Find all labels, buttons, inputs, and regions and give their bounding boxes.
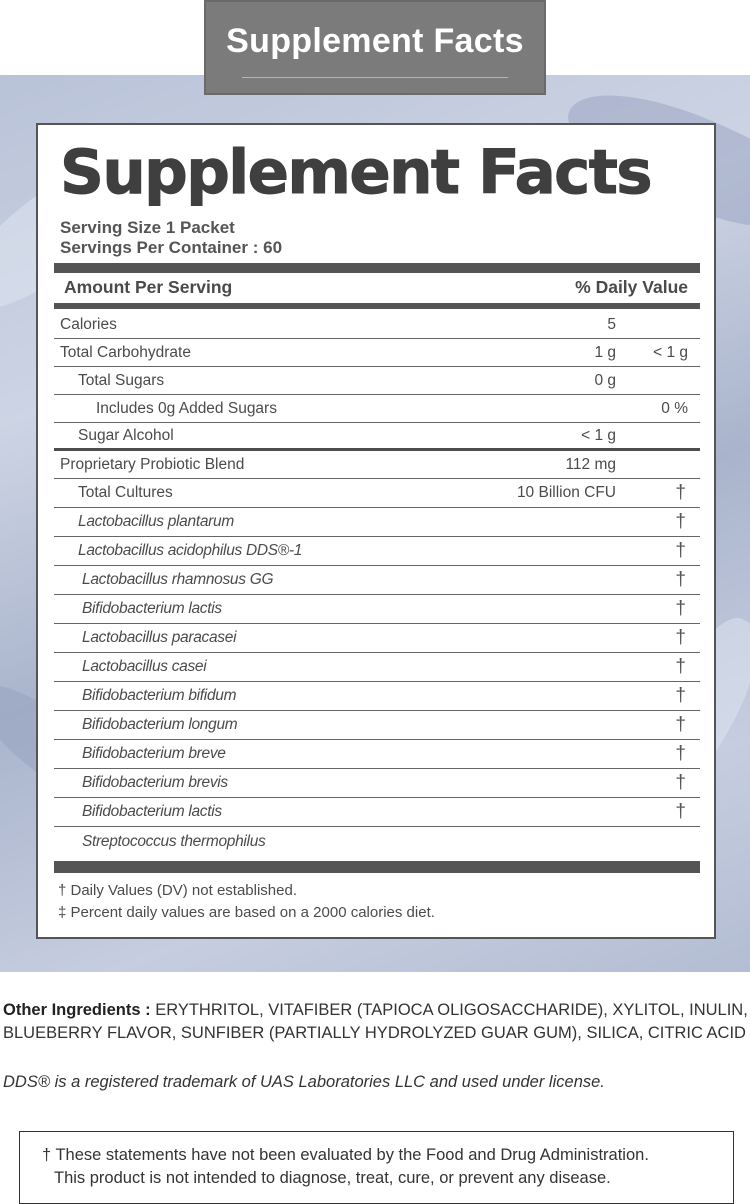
fda-disclaimer-box (19, 1131, 734, 1204)
disclaimer-line-1: † These statements have not been evaluated by the Food and Drug Administration. (42, 1146, 649, 1164)
dagger-mark: † (675, 714, 686, 735)
culture-name: Bifidobacterium lactis (82, 600, 222, 617)
nutrient-label: Total Carbohydrate (60, 343, 191, 361)
supplement-facts-panel (36, 123, 716, 939)
nutrient-amount: 0 g (594, 371, 616, 389)
dagger-mark: † (675, 540, 686, 561)
culture-name: Bifidobacterium lactis (82, 803, 222, 820)
culture-row (54, 740, 700, 769)
nutrient-row-total-sugars (54, 367, 700, 395)
nutrient-label: Total Sugars (78, 371, 165, 389)
blend-row (54, 451, 700, 479)
culture-name: Bifidobacterium bifidum (82, 687, 237, 704)
dagger-mark: † (675, 482, 686, 503)
trademark-notice: DDS® is a registered trademark of UAS Laboratories LLC and used under license. (3, 1073, 605, 1091)
banner-title: Supplement Facts (226, 22, 524, 60)
culture-row (54, 827, 700, 856)
culture-row (54, 508, 700, 537)
nutrient-label: Includes 0g Added Sugars (96, 399, 277, 417)
footnote-percent-basis: ‡ Percent daily values are based on a 2000 calories diet. (58, 904, 435, 921)
culture-name: Lactobacillus casei (82, 658, 207, 675)
nutrient-amount: 5 (607, 315, 616, 333)
culture-row (54, 537, 700, 566)
banner-divider (242, 77, 508, 78)
header-banner (204, 0, 546, 95)
culture-name: Bifidobacterium brevis (82, 774, 228, 791)
bottom-thick-divider (54, 861, 700, 873)
nutrient-dv: < 1 g (653, 343, 688, 361)
nutrient-label: Calories (60, 315, 117, 333)
footnote-dv-not-established: † Daily Values (DV) not established. (58, 882, 298, 899)
nutrient-row-carbohydrate (54, 339, 700, 367)
dagger-mark: † (675, 656, 686, 677)
culture-name: Lactobacillus rhamnosus GG (82, 571, 274, 588)
culture-row (54, 798, 700, 827)
culture-row (54, 624, 700, 653)
dagger-mark: † (675, 743, 686, 764)
culture-name: Lactobacillus plantarum (78, 513, 234, 530)
culture-name: Bifidobacterium breve (82, 745, 226, 762)
culture-name: Lactobacillus acidophilus DDS®-1 (78, 542, 303, 559)
blend-label: Proprietary Probiotic Blend (60, 455, 245, 473)
nutrient-amount: 1 g (594, 343, 616, 361)
culture-row (54, 682, 700, 711)
culture-row (54, 595, 700, 624)
dagger-mark: † (675, 685, 686, 706)
thick-divider (54, 263, 700, 273)
dagger-mark: † (675, 569, 686, 590)
nutrient-label: Sugar Alcohol (78, 426, 174, 444)
facts-table (54, 311, 700, 856)
dagger-mark: † (675, 801, 686, 822)
dagger-mark: † (675, 627, 686, 648)
total-cultures-label: Total Cultures (78, 484, 173, 501)
other-ingredients (3, 999, 748, 1045)
nutrient-row-sugar-alcohol (54, 423, 700, 451)
dagger-mark: † (675, 598, 686, 619)
serving-size: Serving Size 1 Packet (60, 218, 235, 237)
medium-divider (54, 303, 700, 309)
culture-row (54, 566, 700, 595)
facts-title: Supplement Facts (60, 137, 652, 208)
amount-per-serving-header: Amount Per Serving (64, 277, 233, 297)
blend-amount: 112 mg (565, 455, 616, 473)
culture-row (54, 711, 700, 740)
servings-per-container: Servings Per Container : 60 (60, 238, 283, 257)
nutrient-amount: < 1 g (581, 426, 616, 444)
culture-name: Lactobacillus paracasei (82, 629, 237, 646)
nutrient-row-added-sugars (54, 395, 700, 423)
daily-value-header: % Daily Value (575, 277, 688, 297)
total-cultures-amount: 10 Billion CFU (516, 484, 616, 501)
culture-name: Streptococcus thermophilus (82, 832, 266, 850)
other-ingredients-label: Other Ingredients : (3, 1001, 151, 1019)
culture-name: Bifidobacterium longum (82, 716, 238, 733)
disclaimer-line-2: This product is not intended to diagnose, treat, cure, or prevent any disease. (54, 1169, 611, 1187)
culture-row (54, 769, 700, 798)
total-cultures-row (54, 479, 700, 508)
nutrient-dv: 0 % (661, 399, 688, 417)
culture-row (54, 653, 700, 682)
dagger-mark: † (675, 772, 686, 793)
other-ingredients-text: ERYTHRITOL, VITAFIBER (TAPIOCA OLIGOSACCHARIDE), XYLITOL, INULIN, BLUEBERRY FLAVOR, SUNFIBER (PARTIALLY HYDROLYZED GUAR GUM), SILICA, CITRIC ACID (3, 1001, 748, 1042)
nutrient-row-calories (54, 311, 700, 339)
dagger-mark: † (675, 511, 686, 532)
